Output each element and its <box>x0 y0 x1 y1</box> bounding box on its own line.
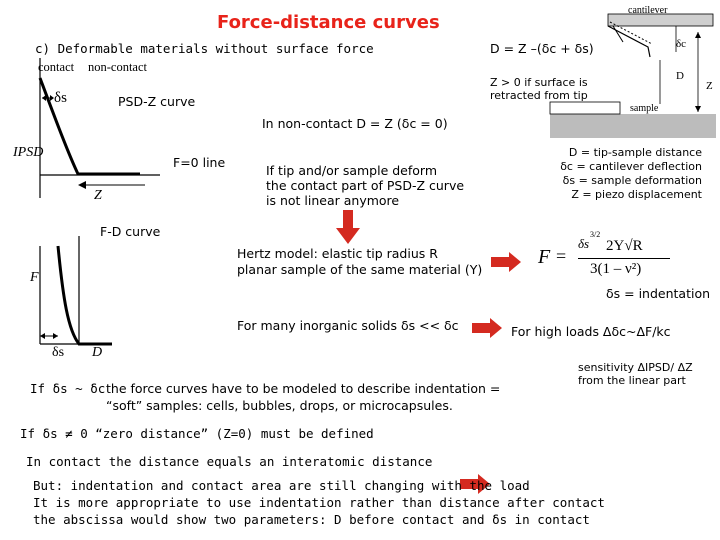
indentation-note: δs = indentation <box>606 286 711 301</box>
formula-numerator: 2Y√R <box>606 238 643 254</box>
label-sample: sample <box>630 103 659 114</box>
label-delta-c-diagram: δc <box>676 38 687 50</box>
deform-note-line-2: the contact part of PSD-Z curve <box>266 178 465 193</box>
psd-z-figure <box>0 58 250 208</box>
hertz-note-line-1: Hertz model: elastic tip radius R <box>237 246 438 261</box>
deform-note-line-1: If tip and/or sample deform <box>266 163 438 178</box>
formula-f: F <box>538 246 551 268</box>
label-f0-line: F=0 line <box>173 155 226 170</box>
deform-note-line-3: is not linear anymore <box>266 193 400 208</box>
subtitle: c) Deformable materials without surface force <box>35 41 374 56</box>
label-z-diagram: Z <box>706 80 713 92</box>
inorganic-note: For many inorganic solids δs << δc <box>237 318 459 333</box>
formula-equals: = <box>556 246 567 266</box>
formula-fraction-bar <box>578 258 670 259</box>
legend-line-4: Z = piezo displacement <box>571 188 702 201</box>
z-note-line-1: Z > 0 if surface is <box>490 76 588 89</box>
label-f-axis: F <box>30 270 39 285</box>
final-line-2: It is more appropriate to use indentation rather than distance after contact <box>33 495 605 510</box>
label-d-axis: D <box>92 345 103 360</box>
if-similar-note: If δs ~ δc <box>30 381 106 396</box>
label-z-axis: Z <box>94 188 102 203</box>
z-note-line-2: retracted from tip <box>490 89 588 102</box>
contact-note: In contact the distance equals an interatomic distance <box>26 454 433 469</box>
high-loads-note: For high loads Δδc~ΔF/kc <box>511 324 671 339</box>
zero-distance-note: If δs ≠ 0 “zero distance” (Z=0) must be defined <box>20 426 374 441</box>
hertz-note-line-2: planar sample of the same material (Y) <box>237 262 483 277</box>
label-ipsd: IPSD <box>13 145 44 160</box>
label-noncontact: non-contact <box>88 60 148 74</box>
label-d-diagram: D <box>676 70 684 82</box>
cantilever-diagram <box>548 2 718 140</box>
legend-line-3: δs = sample deformation <box>562 174 702 187</box>
page-title: Force-distance curves <box>217 12 440 33</box>
noncontact-note: In non-contact D = Z (δc = 0) <box>262 116 448 131</box>
label-fd-curve: F-D curve <box>100 224 161 239</box>
formula-delta: δs <box>578 236 590 251</box>
label-psd-z-curve: PSD-Z curve <box>118 94 196 109</box>
label-delta-s-fd: δs <box>52 345 65 360</box>
final-line-3: the abscissa would show two parameters: D before contact and δs in contact <box>33 512 590 527</box>
hertz-formula <box>538 230 688 284</box>
sensitivity-note-line-1: sensitivity ΔIPSD/ ΔZ <box>578 361 693 374</box>
sensitivity-note-line-2: from the linear part <box>578 374 686 387</box>
label-delta-s-top: δs <box>54 90 67 106</box>
label-cantilever: cantilever <box>628 5 668 16</box>
down-arrow-icon <box>336 210 360 244</box>
formula-exponent: 3/2 <box>590 230 601 239</box>
right-arrow-icon <box>472 318 502 338</box>
final-line-1: But: indentation and contact area are still changing with the load <box>33 478 530 493</box>
soft-note-line-2: “soft” samples: cells, bubbles, drops, or microcapsules. <box>106 398 453 413</box>
legend-line-1: D = tip-sample distance <box>568 146 702 159</box>
soft-note-line-1: the force curves have to be modeled to describe indentation = <box>106 381 501 396</box>
right-arrow-icon <box>491 252 521 272</box>
label-contact: contact <box>38 60 75 74</box>
formula-denominator: 3(1 – ν²) <box>590 261 642 277</box>
legend-line-2: δc = cantilever deflection <box>560 160 702 173</box>
formula-d: D = Z –(δc + δs) <box>490 41 594 56</box>
